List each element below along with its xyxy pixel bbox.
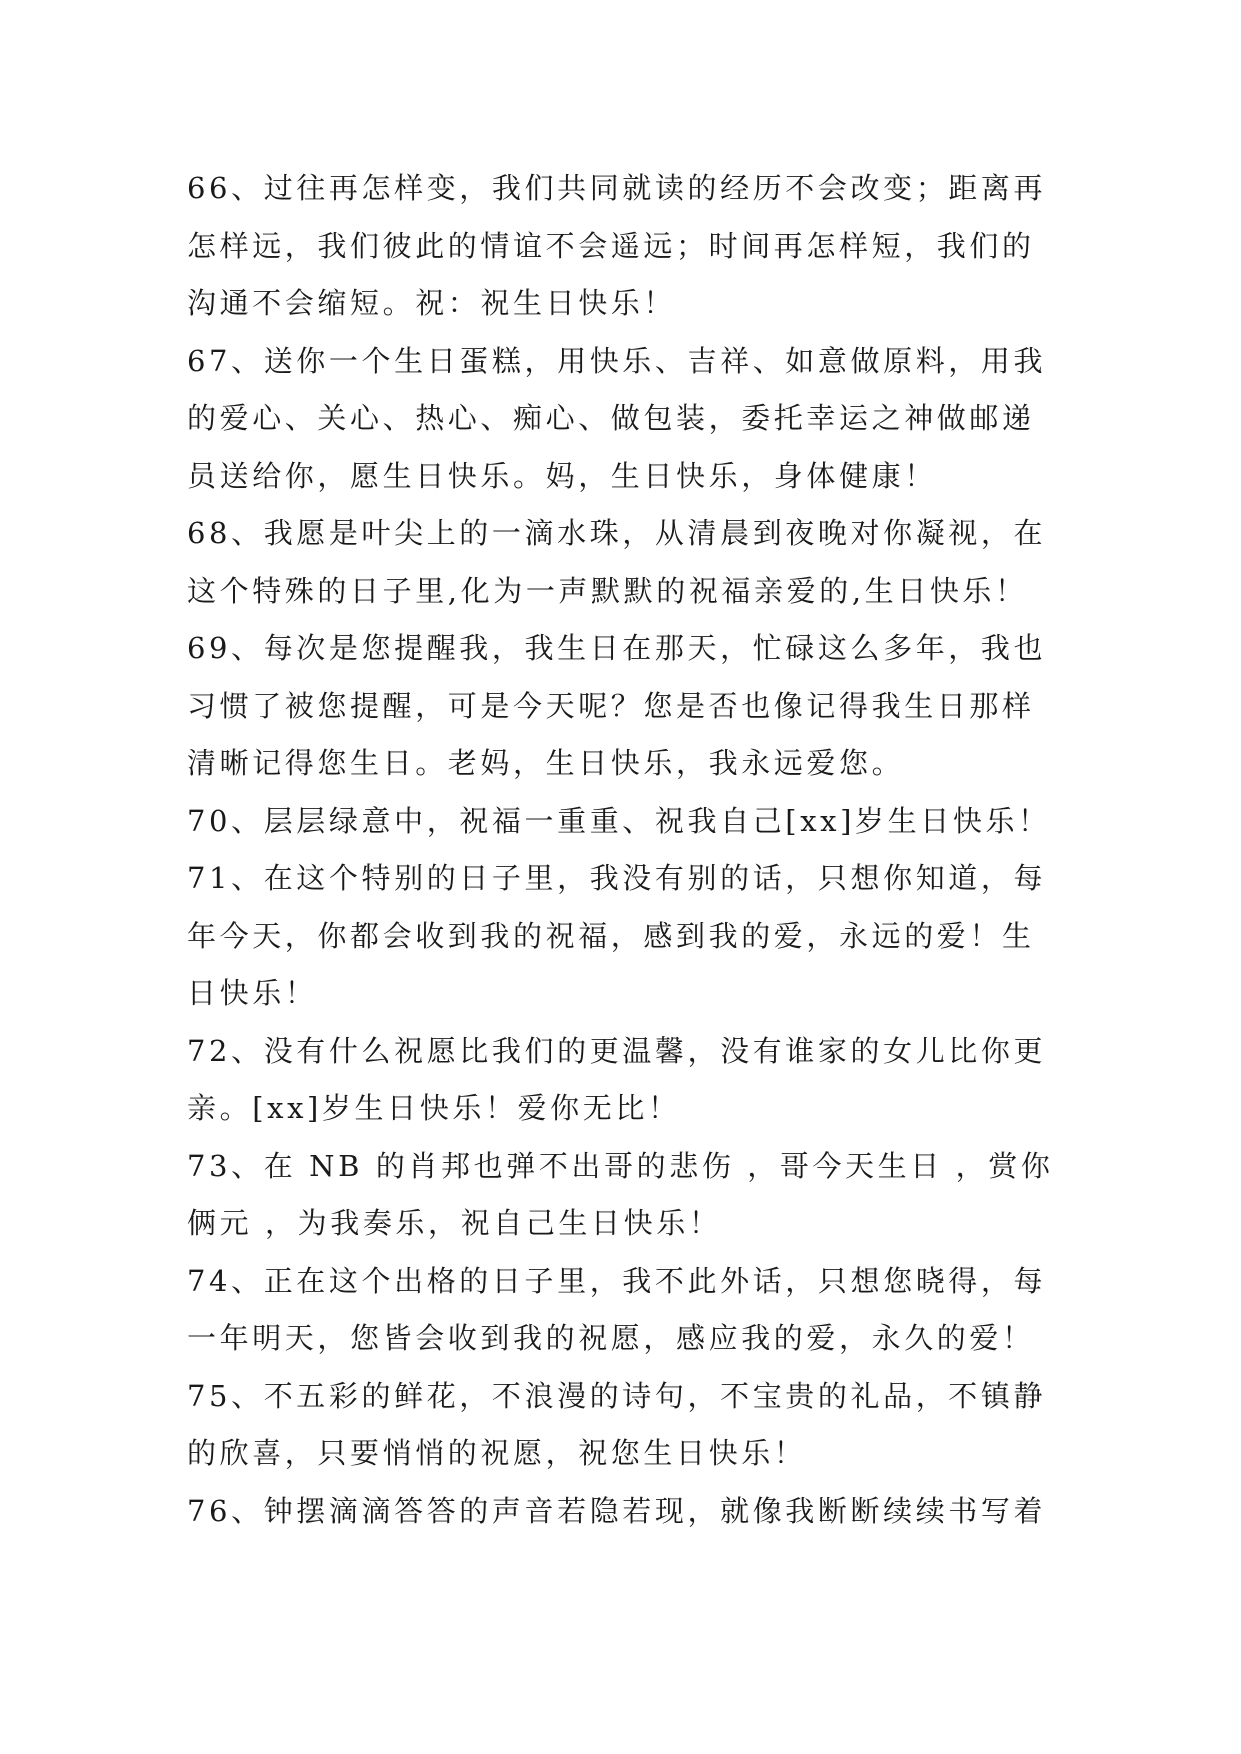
text-line: 76、钟摆滴滴答答的声音若隐若现，就像我断断续续书写着 [187,1493,1047,1528]
text-line: 69、每次是您提醒我，我生日在那天，忙碌这么多年，我也 [187,631,1047,665]
text-line: 68、我愿是叶尖上的一滴水珠，从清晨到夜晚对你凝视，在 [187,516,1047,550]
document-body [187,160,1054,1540]
text-line: 75、不五彩的鲜花，不浪漫的诗句，不宝贵的礼品，不镇静 [187,1378,1047,1413]
text-line: 员送给你，愿生日快乐。妈，生日快乐，身体健康！ [187,458,937,493]
text-line: 的欣喜，只要悄悄的祝愿，祝您生日快乐！ [187,1436,807,1470]
text-line: 72、没有什么祝愿比我们的更温馨，没有谁家的女儿比你更 [187,1033,1047,1068]
text-line: 66、过往再怎样变，我们共同就读的经历不会改变；距离再 [187,171,1047,205]
text-line: 这个特殊的日子里,化为一声默默的祝福亲爱的,生日快乐！ [187,573,1028,608]
text-line: 70、层层绿意中，祝福一重重、祝我自己[xx]岁生日快乐！ [187,803,1051,838]
text-line: 74、正在这个出格的日子里，我不此外话，只想您晓得，每 [187,1263,1047,1298]
text-line: 沟通不会缩短。祝：祝生日快乐！ [187,286,677,320]
text-line: 习惯了被您提醒，可是今天呢？您是否也像记得我生日那样 [187,688,1035,723]
text-line: 67、送你一个生日蛋糕，用快乐、吉祥、如意做原料，用我 [187,343,1047,378]
text-line: 一年明天，您皆会收到我的祝愿，感应我的爱，永久的爱！ [187,1321,1035,1355]
text-line: 日快乐！ [187,976,318,1010]
text-line: 亲。[xx]岁生日快乐！爱你无比！ [187,1091,681,1125]
text-line: 清晰记得您生日。老妈，生日快乐，我永远爱您。 [187,746,905,780]
text-line: 的爱心、关心、热心、痴心、做包装，委托幸运之神做邮递 [187,401,1035,435]
text-line: 73、在 NB 的肖邦也弹不出哥的悲伤 ，哥今天生日 ，赏你 [187,1148,1054,1183]
text-line: 71、在这个特别的日子里，我没有别的话，只想你知道，每 [187,861,1047,895]
text-line: 俩元 ，为我奏乐，祝自己生日快乐！ [187,1206,722,1240]
text-line: 年今天，你都会收到我的祝福，感到我的爱，永远的爱！生 [187,918,1035,953]
text-line: 怎样远，我们彼此的情谊不会遥远；时间再怎样短，我们的 [187,228,1035,263]
